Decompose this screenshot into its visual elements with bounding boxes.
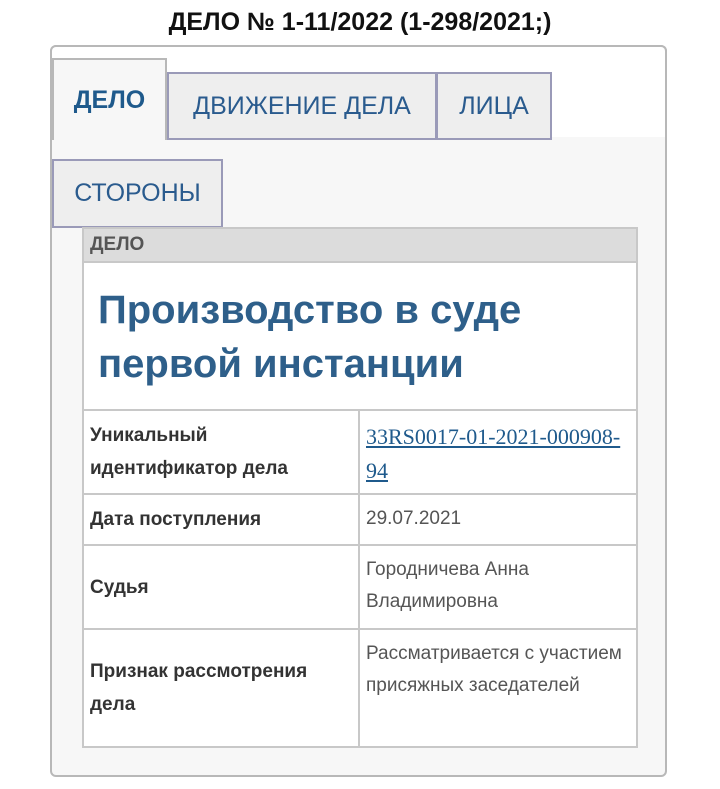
table-row (84, 411, 636, 495)
row-label-receipt-date: Дата поступления (84, 495, 360, 544)
case-card (82, 227, 638, 748)
page-title: ДЕЛО № 1-11/2022 (1-298/2021;) (168, 8, 552, 36)
case-id-link[interactable]: 33RS0017-01-2021-000908-94 (366, 424, 621, 483)
tab-parties-label: СТОРОНЫ (74, 179, 201, 207)
row-value-case-id (360, 411, 636, 493)
tab-case-movement[interactable] (167, 72, 437, 140)
row-value-judge: Городничева Анна Владимировна (366, 559, 529, 612)
tab-persons[interactable] (436, 72, 552, 140)
tab-case-label: ДЕЛО (73, 85, 146, 114)
table-row (84, 546, 636, 630)
row-value-receipt-date: 29.07.2021 (366, 508, 462, 529)
tab-case[interactable] (52, 58, 167, 140)
row-label-case-id: Уникальный идентификатор дела (84, 411, 360, 493)
tab-persons-label: ЛИЦА (459, 91, 529, 120)
tab-parties[interactable] (52, 159, 223, 228)
tab-case-movement-label: ДВИЖЕНИЕ ДЕЛА (193, 91, 411, 120)
table-row (84, 630, 636, 746)
card-header: ДЕЛО (84, 229, 636, 263)
card-heading: Производство в суде первой инстанции (84, 263, 636, 411)
table-row (84, 495, 636, 546)
row-label-review-type: Признак рассмотрения дела (84, 630, 360, 746)
row-value-review-type: Рассматривается с участием присяжных заседателей (366, 643, 622, 696)
row-label-judge: Судья (84, 546, 360, 628)
